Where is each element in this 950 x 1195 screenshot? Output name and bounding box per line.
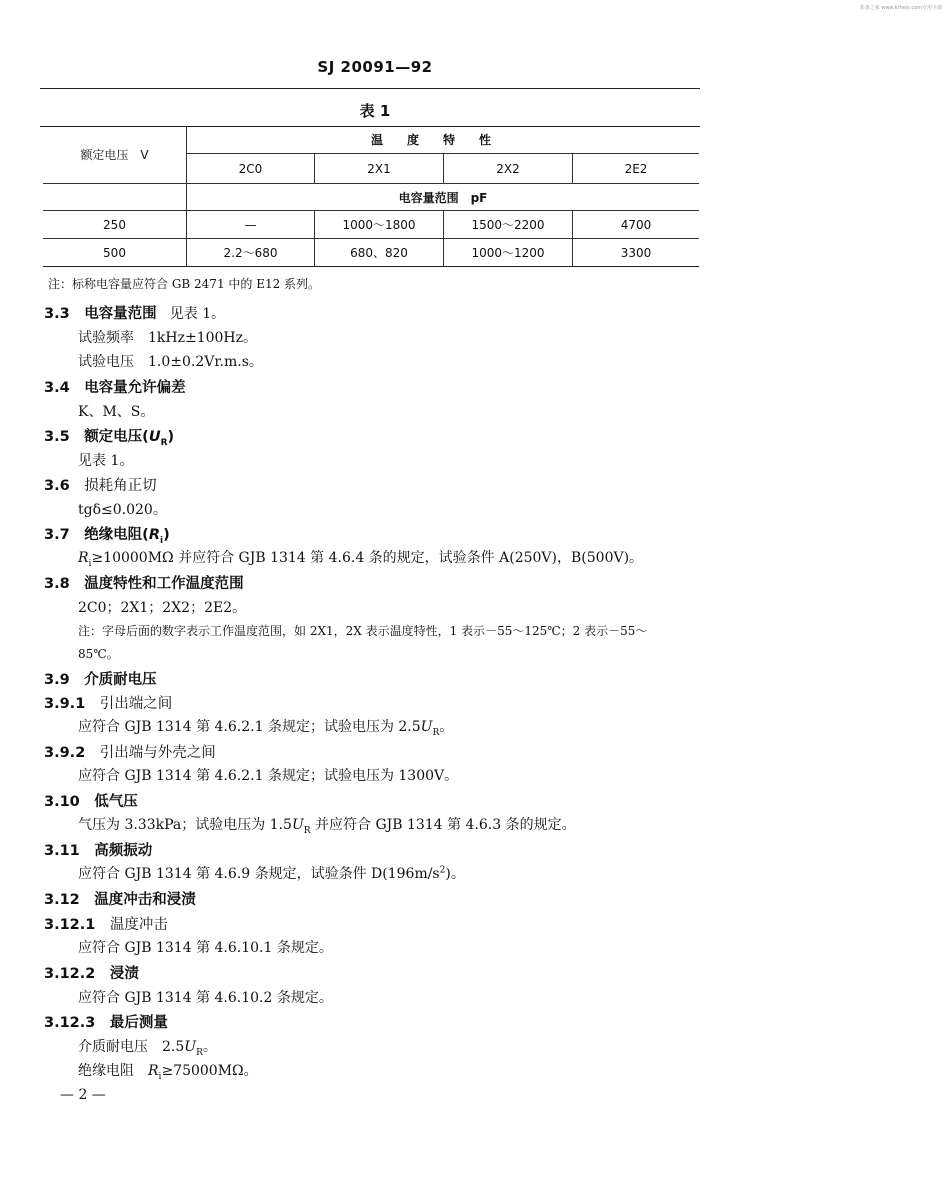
section-heading: [44, 668, 157, 689]
section-title: 电容量允许偏差: [84, 380, 186, 396]
body-line: tgδ≤0.020。: [78, 502, 167, 518]
empty-cell: [43, 184, 187, 211]
section-heading: [44, 302, 225, 323]
section-number: 3.12: [44, 892, 80, 908]
section-title: 引出端与外壳之间: [99, 745, 216, 761]
value-cell: 1000～1200: [444, 239, 573, 267]
voltage-cell: 250: [43, 211, 187, 239]
section-heading: [44, 962, 139, 983]
body-line: 气压为 3.33kPa；试验电压为 $1.5U_R$ 并应符合 GJB 1314 第 4.6.3 条的规定。: [78, 817, 576, 836]
col-header: 2X2: [444, 154, 573, 184]
section-number: 3.7: [44, 527, 70, 543]
section-title: 浸渍: [109, 966, 139, 982]
body-line: 见表 1。: [78, 453, 134, 469]
body-line: 应符合 GJB 1314 第 4.6.10.1 条规定。: [78, 940, 333, 956]
body-line: K、M、S。: [78, 404, 155, 420]
section-title: 高频振动: [94, 843, 153, 859]
section-title: 低气压: [94, 794, 138, 810]
section-title: 电容量范围: [84, 306, 157, 322]
header-rule: [40, 88, 700, 89]
body-line: 应符合 GJB 1314 第 4.6.2.1 条规定；试验电压为 $2.5U_R$。: [78, 719, 454, 738]
section-number: 3.3: [44, 306, 70, 322]
section-heading: [44, 523, 170, 546]
section-number: 3.9: [44, 672, 70, 688]
section-heading: [44, 572, 244, 593]
table-row: [43, 211, 699, 239]
section-heading: [44, 376, 186, 397]
col-header: 2C0: [187, 154, 315, 184]
note-line: 注：字母后面的数字表示工作温度范围，如 2X1，2X 表示温度特性，1 表示－55～125℃；2 表示－55～: [78, 624, 648, 638]
body-line: 应符合 GJB 1314 第 4.6.10.2 条规定。: [78, 990, 333, 1006]
section-number: 3.6: [44, 478, 70, 494]
section-number: 3.8: [44, 576, 70, 592]
section-title: 最后测量: [109, 1015, 168, 1031]
body-line: 应符合 GJB 1314 第 4.6.9 条规定，试验条件 $D(196m/s^2)$。: [78, 865, 465, 882]
section-heading: [44, 692, 172, 713]
table-title: 表 1: [359, 102, 391, 120]
body-line: 试验电压 1.0±0.2Vr.m.s。: [78, 354, 263, 370]
value-cell: 1000～1800: [315, 211, 444, 239]
value-cell: 680、820: [315, 239, 444, 267]
section-title: 额定电压$(U_R)$: [84, 429, 175, 448]
value-cell: 2.2～680: [187, 239, 315, 267]
section-heading: [44, 1011, 168, 1032]
standard-number: SJ 20091—92: [317, 58, 433, 76]
watermark: 装备之家 www.krheis.com专用下载: [859, 5, 942, 11]
value-cell: 1500～2200: [444, 211, 573, 239]
body-line: 应符合 GJB 1314 第 4.6.2.1 条规定；试验电压为 1300V。: [78, 768, 459, 784]
section-title: 绝缘电阻$(R_i)$: [84, 527, 170, 546]
value-cell: —: [187, 211, 315, 239]
body-line: 介质耐电压 $2.5U_R$。: [78, 1039, 217, 1058]
body-line: 2C0；2X1；2X2；2E2。: [78, 600, 247, 616]
note-line: 85℃。: [78, 647, 119, 661]
body-line: 试验频率 1kHz±100Hz。: [78, 330, 258, 346]
section-number: 3.9.2: [44, 745, 86, 761]
col-header: 2X1: [315, 154, 444, 184]
section-heading: [44, 474, 157, 495]
section-heading: [44, 839, 152, 860]
section-title: 引出端之间: [99, 696, 173, 712]
section-number: 3.11: [44, 843, 80, 859]
section-heading: [44, 425, 174, 448]
temp-char-header: 温度特性: [187, 126, 700, 154]
section-heading: [44, 790, 138, 811]
value-cell: 3300: [573, 239, 700, 267]
section-title: 损耗角正切: [84, 478, 157, 494]
body-line: $R_i\ge 10000M\Omega$ 并应符合 GJB 1314 第 4.6.4 条的规定，试验条件 A(250V)，B(500V)。: [78, 550, 644, 569]
table-row: [43, 239, 699, 267]
voltage-cell: 500: [43, 239, 187, 267]
section-title: 温度特性和工作温度范围: [84, 576, 244, 592]
section-number: 3.10: [44, 794, 80, 810]
section-heading: [44, 741, 216, 762]
section-title: 介质耐电压: [84, 672, 157, 688]
section-heading: [44, 888, 196, 909]
section-title: 温度冲击和浸渍: [94, 892, 196, 908]
section-number: 3.9.1: [44, 696, 86, 712]
section-heading: [44, 913, 168, 934]
rated-voltage-header: 额定电压 V: [43, 126, 187, 184]
section-number: 3.5: [44, 429, 70, 445]
capacitance-range-header: 电容量范围 pF: [187, 184, 700, 211]
section-ref: 见表 1。: [169, 306, 226, 322]
capacitance-table: [43, 126, 699, 267]
table-note: 注：标称电容量应符合 GB 2471 中的 E12 系列。: [48, 277, 321, 291]
section-title: 温度冲击: [109, 917, 168, 933]
section-number: 3.12.1: [44, 917, 96, 933]
col-header: 2E2: [573, 154, 700, 184]
section-number: 3.12.2: [44, 966, 96, 982]
value-cell: 4700: [573, 211, 700, 239]
body-line: 绝缘电阻 $R_i\ge 75000M\Omega$。: [78, 1063, 258, 1082]
section-number: 3.4: [44, 380, 70, 396]
page-number: — 2 —: [60, 1087, 106, 1103]
section-number: 3.12.3: [44, 1015, 96, 1031]
